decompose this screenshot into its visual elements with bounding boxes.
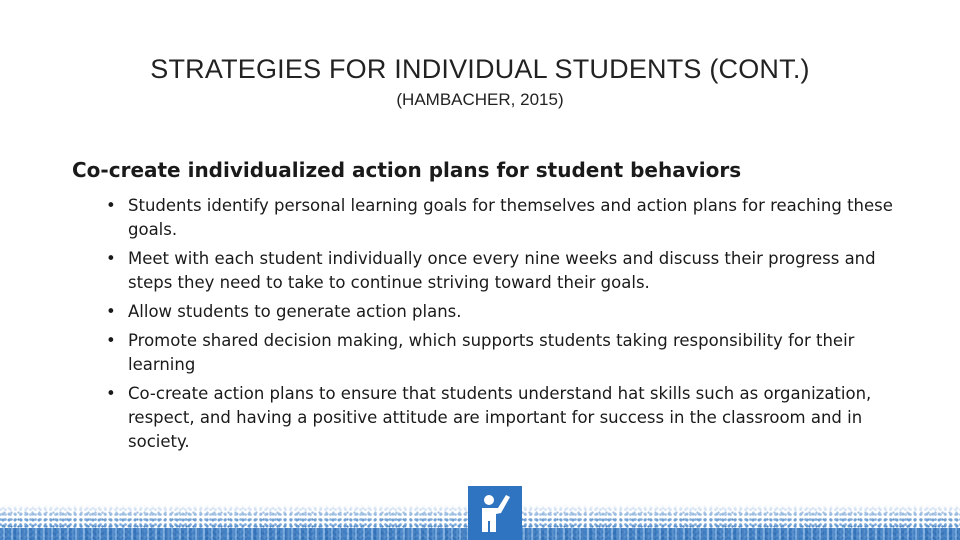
person-reaching-up-icon: [468, 486, 522, 540]
bullet-item: [104, 194, 904, 242]
bullet-icon: •: [106, 384, 116, 403]
bullet-item: [104, 329, 904, 377]
logo: [468, 486, 522, 540]
bullet-text: Meet with each student individually once every nine weeks and discuss their progress and steps they need to take to continue striving toward their goals.: [128, 249, 876, 292]
bullet-icon: •: [106, 196, 116, 215]
bullet-item: [104, 247, 904, 295]
bullet-text: Co-create action plans to ensure that students understand hat skills such as organization, respect, and having a positive attitude are important for success in the classroom and in society.: [128, 384, 872, 451]
slide-subtitle: (HAMBACHER, 2015): [396, 90, 564, 109]
bullet-list: [104, 194, 904, 459]
section-heading: Co-create individualized action plans for student behaviors: [72, 158, 742, 182]
slide-title: STRATEGIES FOR INDIVIDUAL STUDENTS (CONT.): [150, 54, 810, 84]
bullet-text: Students identify personal learning goals for themselves and action plans for reaching these goals.: [128, 196, 893, 239]
bullet-item: [104, 300, 904, 324]
bullet-icon: •: [106, 302, 116, 321]
bullet-item: [104, 382, 904, 454]
bullet-icon: •: [106, 249, 116, 268]
bullet-icon: •: [106, 331, 116, 350]
bullet-text: Allow students to generate action plans.: [128, 302, 462, 321]
bullet-text: Promote shared decision making, which supports students taking responsibility for their learning: [128, 331, 855, 374]
